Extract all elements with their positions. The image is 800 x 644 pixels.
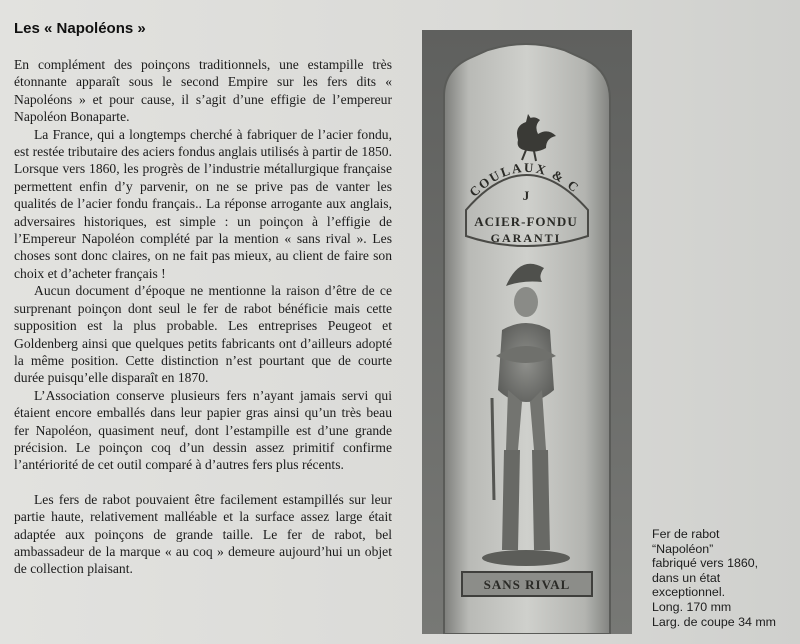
caption-line: Larg. de coupe 34 mm xyxy=(652,614,776,629)
plane-iron-illustration xyxy=(422,30,632,634)
caption-line: Long. 170 mm xyxy=(652,599,732,614)
sans-rival-text: SANS RIVAL xyxy=(483,577,571,592)
caption-line: “Napoléon” xyxy=(652,541,714,556)
paragraph-5: Les fers de rabot pouvaient être facilement estampillés sur leur partie haute, relativement malléable et la surface assez large était adaptée aux poinçons de grande taille. Le fer de rabot, bel ambassadeur de la marque « au coq » demeure aujourd’hui un objet de collection plaisant. xyxy=(14,491,392,577)
paragraph-4: L’Association conserve plusieurs fers n’ayant jamais servi qui étaient encore emballés dans leur papier gras ainsi qu’un très beau fer Napoléon, quasiment neuf, dont l’estampille est d’une grande précision. Le poinçon coq d’un dessin assez primitif confirme l’antériorité de cet outil comparé à d’autres fers plus récents. xyxy=(14,387,392,473)
stamp-arc-text: COULAUX & C xyxy=(466,159,584,200)
paragraph-2: La France, qui a longtemps cherché à fabriquer de l’acier fondu, est restée tributaire des aciers fondus anglais utilisés à partir de 1850. Lorsque vers 1860, les progrès de l’industrie métallurgique française permettent enfin d’y parvenir, on ne se prive pas de vanter les qualités de l’acier fondu français.. La réponse arrogante aux anglais, adversaires historiques, est simple : un poinçon à l’effigie de l’Empereur Napoléon complété par la mention « sans rival ». Les choses sont donc claires, on ne fait pas mieux, au client de faire son choix et d’acheter français ! xyxy=(14,126,392,281)
stamp-garanti: GARANTI xyxy=(490,231,562,245)
body-text xyxy=(14,56,392,578)
caption-line: dans un état xyxy=(652,570,721,585)
caption-line: exceptionnel. xyxy=(652,585,726,600)
caption-line: Fer de rabot xyxy=(652,527,720,541)
paragraph-1: En complément des poinçons traditionnels, une estampille très étonnante apparaît sous le second Empire sur les fers dits « Napoléons » et pour cause, il s’agit d’une effigie de l’empereur Napoléon Bonaparte. xyxy=(14,57,392,125)
caption-line: fabriqué vers 1860, xyxy=(652,556,759,571)
page-title: Les « Napoléons » xyxy=(14,20,146,37)
plane-iron-photo xyxy=(422,30,632,634)
stamp-acier-fondu: ACIER-FONDU xyxy=(474,214,578,229)
photo-caption xyxy=(652,527,798,629)
stamp-letter: J xyxy=(522,188,530,203)
paragraph-3: Aucun document d’époque ne mentionne la raison d’être de ce surprenant poinçon dont seul le fer de rabot bénéficie mais cette supposition est la plus probable. Les entreprises Peugeot et Goldenberg ainsi que quelques petits fabricants ont d’ailleurs adopté la même position. Cette distinction n’est pourtant que de courte durée puisqu’elle disparaît en 1870. xyxy=(14,283,392,386)
